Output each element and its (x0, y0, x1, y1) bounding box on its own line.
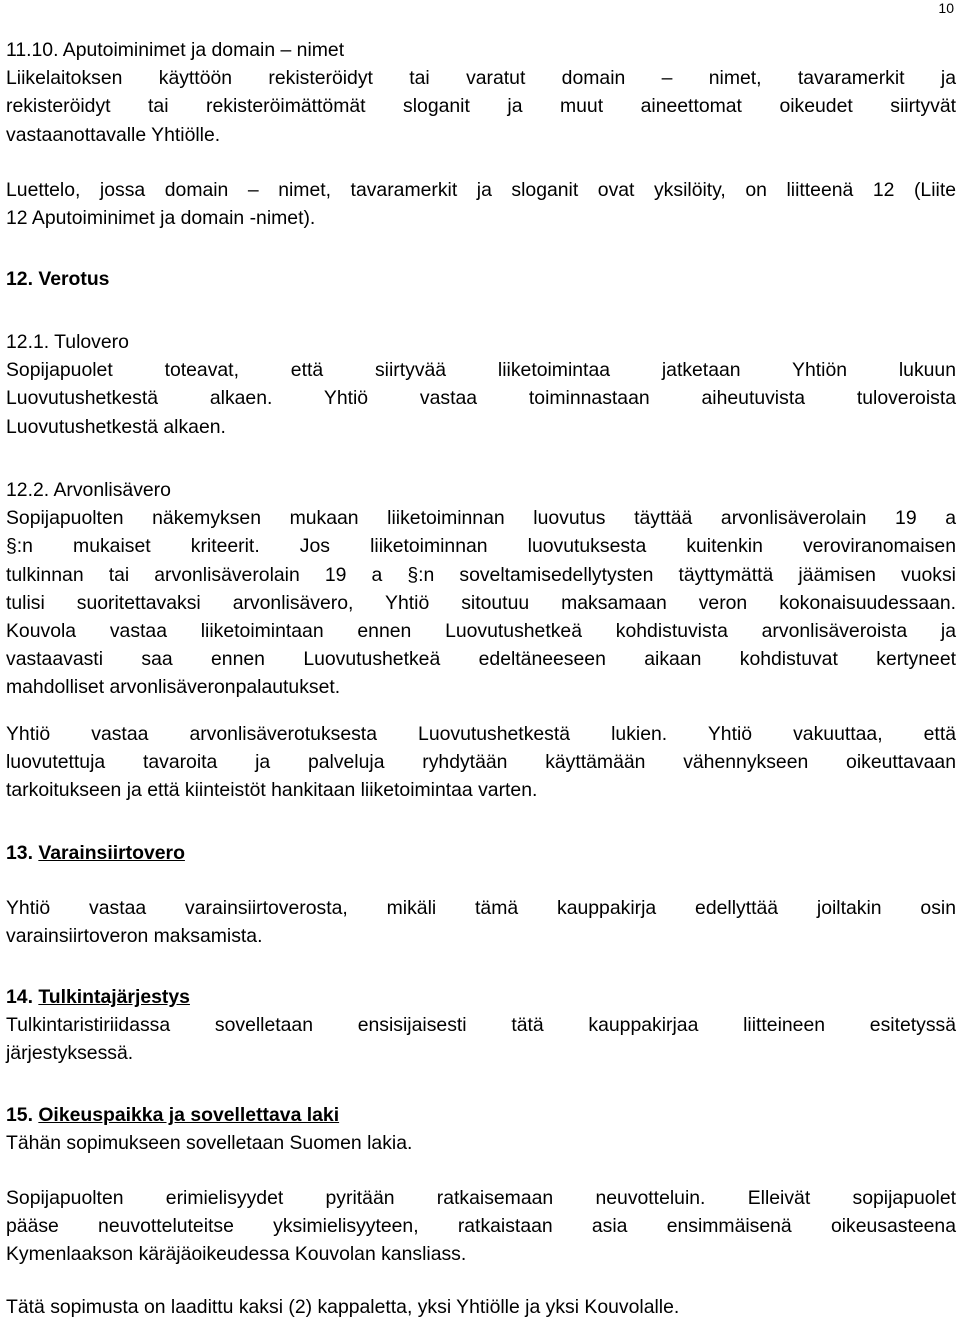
section-13-line: varainsiirtoveron maksamista. (6, 925, 263, 948)
section-12-2 (6, 476, 956, 702)
section-13-line: Yhtiö vastaa varainsiirtoverosta, mikäli tämä kauppakirja edellyttää joiltakin osin (6, 897, 956, 919)
section-11-10-heading: 11.10. Aputoiminimet ja domain – nimet (6, 39, 345, 61)
section-12-1-heading: 12.1. Tulovero (6, 331, 129, 353)
yhtio-vastaa-paragraph (6, 720, 956, 805)
section-15-number: 15. (6, 1104, 39, 1126)
paragraph-line: luovutettuja tavaroita ja palveluja ryhdytään käyttämään vähennykseen oikeuttavaan (6, 751, 956, 774)
section-12-2-line: mahdolliset arvonlisäveronpalautukset. (6, 676, 341, 699)
closing-paragraph (6, 1293, 956, 1321)
section-13-title: Varainsiirtovero (38, 842, 185, 864)
section-12 (6, 265, 956, 293)
luettelo-paragraph (6, 176, 956, 232)
section-12-heading: 12. Verotus (6, 268, 110, 290)
paragraph-line: 12 Aputoiminimet ja domain -nimet). (6, 207, 316, 230)
erimielisyydet-paragraph (6, 1184, 956, 1269)
paragraph-line: tarkoitukseen ja että kiinteistöt hankitaan liiketoimintaa varten. (6, 779, 538, 802)
section-15-line: Tähän sopimukseen sovelletaan Suomen lakia. (6, 1132, 413, 1155)
section-12-2-heading: 12.2. Arvonlisävero (6, 479, 171, 501)
section-15 (6, 1101, 956, 1157)
section-12-1 (6, 328, 956, 441)
section-12-2-line: tulkinnan tai arvonlisäverolain 19 a §:n soveltamisedellytysten täyttymättä jäämisen vuoksi (6, 563, 956, 586)
section-14-line: Tulkintaristiriidassa sovelletaan ensisijaisesti tätä kauppakirjaa liitteineen esitetyssä (6, 1014, 956, 1037)
section-13-number: 13. (6, 842, 39, 864)
section-12-2-line: vastaavasti saa ennen Luovutushetkeä edeltäneeseen aikaan kohdistuvat kertyneet (6, 648, 956, 671)
section-12-1-line: Sopijapuolet toteavat, että siirtyvää liiketoimintaa jatketaan Yhtiön lukuun (6, 359, 956, 382)
paragraph-line: Yhtiö vastaa arvonlisäverotuksesta Luovutushetkestä lukien. Yhtiö vakuuttaa, että (6, 723, 956, 745)
section-15-title: Oikeuspaikka ja sovellettava laki (38, 1104, 340, 1126)
section-14-title: Tulkintajärjestys (38, 986, 190, 1008)
section-11-10 (6, 36, 956, 149)
section-12-2-line: §:n mukaiset kriteerit. Jos liiketoiminnan luovutuksesta kuitenkin veroviranomaisen (6, 535, 956, 558)
section-13-heading (6, 839, 956, 867)
section-15-heading (6, 1101, 956, 1129)
section-12-1-line: Luovutushetkestä alkaen. (6, 415, 226, 438)
paragraph-line: Luettelo, jossa domain – nimet, tavaramerkit ja sloganit ovat yksilöity, on liitteenä 12 (Liite (6, 179, 956, 201)
page-number: 10 (938, 0, 954, 16)
section-14-line: järjestyksessä. (6, 1042, 134, 1065)
section-11-10-line: rekisteröidyt tai rekisteröimättömät sloganit ja muut aineettomat oikeudet siirtyvät (6, 95, 956, 118)
section-12-1-line: Luovutushetkestä alkaen. Yhtiö vastaa toiminnastaan aiheutuvista tuloveroista (6, 387, 956, 410)
section-13 (6, 839, 956, 867)
section-12-2-line: tulisi suoritettavaksi arvonlisävero, Yhtiö sitoutuu maksamaan veron kokonaisuudessaan. (6, 591, 956, 614)
section-12-2-line: Sopijapuolten näkemyksen mukaan liiketoiminnan luovutus täyttää arvonlisäverolain 19 a (6, 507, 956, 530)
section-14-heading (6, 983, 956, 1011)
paragraph-line: pääse neuvotteluteitse yksimielisyyteen, ratkaistaan asia ensimmäisenä oikeusasteena (6, 1215, 956, 1238)
section-14 (6, 983, 956, 1068)
paragraph-line: Kymenlaakson käräjäoikeudessa Kouvolan kansliass. (6, 1243, 467, 1266)
section-13-body (6, 894, 956, 950)
paragraph-line: Sopijapuolten erimielisyydet pyritään ratkaisemaan neuvotteluin. Elleivät sopijapuolet (6, 1187, 956, 1209)
section-14-number: 14. (6, 986, 39, 1008)
closing-line: Tätä sopimusta on laadittu kaksi (2) kappaletta, yksi Yhtiölle ja yksi Kouvolalle. (6, 1296, 680, 1318)
section-11-10-line: vastaanottavalle Yhtiölle. (6, 123, 221, 146)
section-11-10-line: Liikelaitoksen käyttöön rekisteröidyt tai varatut domain – nimet, tavaramerkit ja (6, 67, 956, 90)
section-12-2-line: Kouvola vastaa liiketoimintaan ennen Luovutushetkeä kohdistuvista arvonlisäveroista ja (6, 620, 956, 643)
